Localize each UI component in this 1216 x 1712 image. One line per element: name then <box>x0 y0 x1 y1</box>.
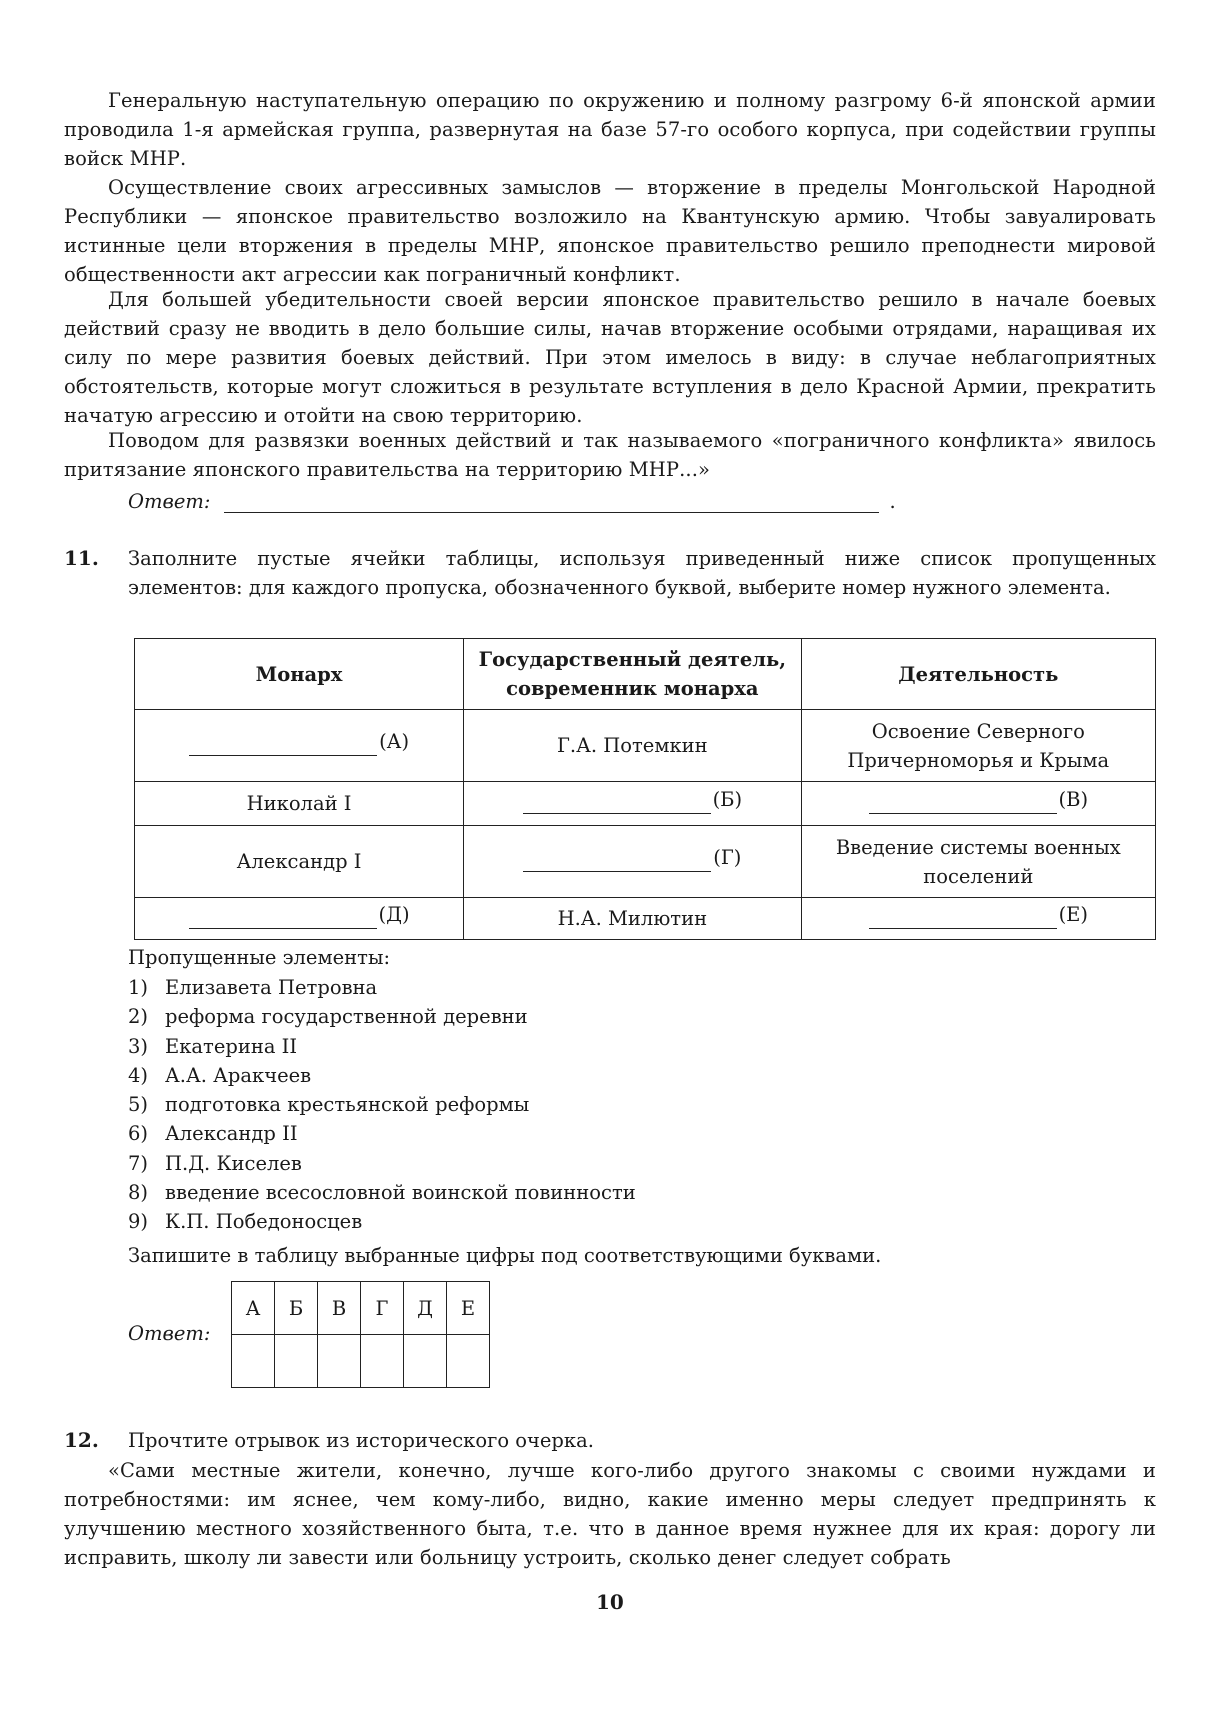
blank-letter: (В) <box>1058 788 1089 811</box>
cell-blank-v[interactable] <box>801 782 1155 826</box>
answer-cell-a[interactable] <box>232 1335 275 1388</box>
item-text: введение всесословной воинской повинности <box>165 1181 636 1205</box>
passage-paragraph-4 <box>64 426 1156 484</box>
answer-cell-g[interactable] <box>361 1335 404 1388</box>
item-text: К.П. Победоносцев <box>165 1210 363 1234</box>
cell-activity: Введение системы военных поселений <box>801 826 1155 898</box>
blank-letter: (Е) <box>1058 903 1089 926</box>
answer-letter: Б <box>275 1282 318 1335</box>
answer-cell-v[interactable] <box>318 1335 361 1388</box>
task-12-instruction: Прочтите отрывок из исторического очерка. <box>128 1429 594 1452</box>
cell-blank-e[interactable] <box>801 898 1155 940</box>
item-text: А.А. Аракчеев <box>165 1063 312 1087</box>
list-item <box>128 1119 636 1148</box>
answer-grid <box>231 1281 490 1388</box>
cell-statesman: Н.А. Милютин <box>464 898 801 940</box>
list-item <box>128 973 636 1002</box>
table-row <box>135 826 1156 898</box>
cell-blank-d[interactable] <box>135 898 464 940</box>
list-item <box>128 1207 636 1236</box>
item-text: подготовка крестьянской реформы <box>165 1093 530 1117</box>
passage-paragraph-2 <box>64 173 1156 289</box>
table-row <box>135 898 1156 940</box>
task-12-excerpt <box>64 1456 1156 1572</box>
missing-elements-heading: Пропущенные элементы: <box>128 946 391 969</box>
list-item <box>128 1061 636 1090</box>
passage-paragraph-3 <box>64 285 1156 430</box>
blank-letter: (А) <box>379 730 410 753</box>
item-number: 8) <box>128 1181 149 1205</box>
answer-label: Ответ: <box>128 1322 211 1345</box>
table-row <box>135 782 1156 826</box>
blank-letter: (Г) <box>713 846 742 869</box>
passage-paragraph-1 <box>64 86 1156 173</box>
paragraph-text: Генеральную наступательную операцию по окружению и полному разгрому 6-й японской армии проводила 1-я армейская группа, развернутая на базе 57-го особого корпуса, при содействии группы войск МНР. <box>64 89 1156 170</box>
item-number: 6) <box>128 1122 149 1146</box>
answer-cell-e[interactable] <box>447 1335 490 1388</box>
paragraph-text: Осуществление своих агрессивных замыслов — вторжение в пределы Монгольской Народной Республики — японское правительство возложило на Квантунскую армию. Чтобы завуалировать истинные цели вторжения в пределы МНР, японское правительство решило преподнести мировой общественности акт агрессии как пограничный конфликт. <box>64 176 1156 286</box>
answer-letter: Е <box>447 1282 490 1335</box>
answer-letters-row <box>232 1282 490 1335</box>
answer-values-row <box>232 1335 490 1388</box>
task-12-number: 12. <box>64 1428 99 1452</box>
answer-letter: Г <box>361 1282 404 1335</box>
item-text: П.Д. Киселев <box>165 1151 302 1175</box>
list-item <box>128 1178 636 1207</box>
item-number: 3) <box>128 1034 149 1058</box>
item-number: 9) <box>128 1210 149 1234</box>
answer-label: Ответ: <box>128 490 211 513</box>
list-item <box>128 1032 636 1061</box>
answer-cell-d[interactable] <box>404 1335 447 1388</box>
passage-answer-row <box>128 490 896 513</box>
cell-monarch: Александр I <box>135 826 464 898</box>
missing-elements-list <box>128 973 636 1237</box>
list-item <box>128 1090 636 1119</box>
item-text: Александр II <box>165 1122 298 1146</box>
paragraph-text: Для большей убедительности своей версии японское правительство решило в начале боевых действий сразу не вводить в дело большие силы, начав вторжение особыми отрядами, наращивая их силу по мере развития боевых действий. При этом имелось в виду: в случае неблагоприятных обстоятельств, которые могут сложиться в результате вступления в дело Красной Армии, прекратить начатую агрессию и отойти на свою территорию. <box>64 288 1156 427</box>
task-11-table <box>134 638 1156 940</box>
item-text: Екатерина II <box>165 1034 298 1058</box>
item-number: 7) <box>128 1151 149 1175</box>
blank-letter: (Б) <box>712 788 743 811</box>
header-statesman: Государственный деятель, современник монарха <box>464 639 801 710</box>
task-11-instruction: Заполните пустые ячейки таблицы, используя приведенный ниже список пропущенных элементов: для каждого пропуска, обозначенного буквой, выберите номер нужного элемента. <box>128 547 1156 599</box>
item-text: Елизавета Петровна <box>165 976 378 999</box>
blank-letter: (Д) <box>378 903 410 926</box>
list-item <box>128 1149 636 1178</box>
cell-blank-b[interactable] <box>464 782 801 826</box>
answer-letter: А <box>232 1282 275 1335</box>
cell-activity: Освоение Северного Причерноморья и Крыма <box>801 710 1155 782</box>
task-11-number: 11. <box>64 546 99 570</box>
item-number: 5) <box>128 1093 149 1117</box>
cell-statesman: Г.А. Потемкин <box>464 710 801 782</box>
write-instruction: Запишите в таблицу выбранные цифры под соответствующими буквами. <box>128 1244 882 1267</box>
header-monarch: Монарх <box>135 639 464 710</box>
item-number: 1) <box>128 976 149 999</box>
cell-blank-g[interactable] <box>464 826 801 898</box>
answer-input-line[interactable] <box>224 490 879 513</box>
cell-blank-a[interactable] <box>135 710 464 782</box>
page-number: 10 <box>596 1590 624 1614</box>
table-row <box>135 710 1156 782</box>
table-header-row <box>135 639 1156 710</box>
answer-letter: Д <box>404 1282 447 1335</box>
answer-cell-b[interactable] <box>275 1335 318 1388</box>
header-activity: Деятельность <box>801 639 1155 710</box>
list-item <box>128 1002 636 1031</box>
item-text: реформа государственной деревни <box>165 1005 528 1029</box>
item-number: 4) <box>128 1063 149 1087</box>
cell-monarch: Николай I <box>135 782 464 826</box>
answer-end-mark: . <box>889 490 896 513</box>
answer-letter: В <box>318 1282 361 1335</box>
paragraph-text: Поводом для развязки военных действий и так называемого «пограничного конфликта» явилось притязание японского правительства на территорию МНР...» <box>64 429 1156 481</box>
item-number: 2) <box>128 1005 149 1029</box>
excerpt-text: «Сами местные жители, конечно, лучше кого-либо другого знакомы с своими нуждами и потребностями: им яснее, чем кому-либо, видно, какие именно меры следует предпринять к улучшению местного хозяйственного быта, т.е. что в данное время нужнее для их края: дорогу ли исправить, школу ли завести или больницу устроить, сколько денег следует собрать <box>64 1459 1156 1569</box>
